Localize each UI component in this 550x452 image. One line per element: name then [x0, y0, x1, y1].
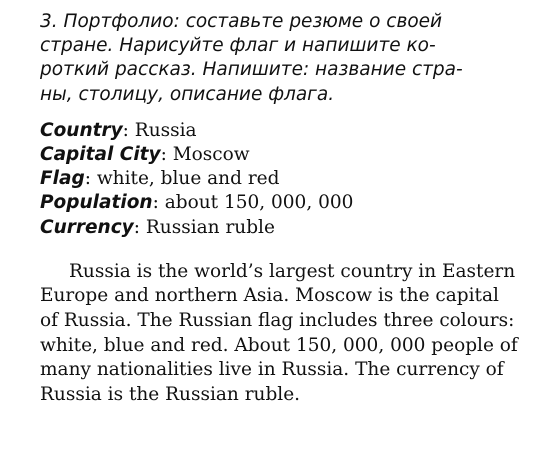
story-line: of Russia. The Russian flag includes three colours: [40, 310, 515, 332]
story-line: white, blue and red. About 150, 000, 000 people of [40, 334, 518, 356]
fact-value: Moscow [172, 144, 250, 166]
fact-label: Capital City [40, 144, 161, 166]
task-line: 3. Портфолио: составьте резюме о своей [40, 11, 443, 32]
story-line: Russia is the world’s largest country in Eastern [69, 260, 516, 282]
fact-value: Russian ruble [145, 216, 275, 238]
fact-label: Flag [40, 168, 85, 190]
story-line: Russia is the Russian ruble. [40, 383, 301, 405]
fact-value: white, blue and red [96, 168, 280, 190]
fact-capital-city: Capital City: Moscow [40, 144, 250, 166]
fact-currency: Currency: Russian ruble [40, 216, 275, 238]
story-line: Europe and northern Asia. Moscow is the capital [40, 285, 499, 307]
fact-value: Russia [134, 119, 197, 141]
country-story [40, 260, 536, 408]
task-instructions [40, 10, 536, 107]
country-facts [40, 119, 536, 240]
story-line: many nationalities live in Russia. The currency of [40, 359, 504, 381]
task-line: роткий рассказ. Напишите: название стра- [40, 59, 463, 81]
fact-label: Currency [40, 216, 134, 238]
fact-flag: Flag: white, blue and red [40, 168, 280, 190]
fact-label: Country [40, 119, 123, 141]
fact-country: Country: Russia [40, 119, 197, 141]
task-line: стране. Нарисуйте флаг и напишите ко- [40, 35, 436, 57]
fact-population: Population: about 150, 000, 000 [40, 192, 354, 214]
task-line: ны, столицу, описание флага. [40, 83, 335, 105]
fact-label: Population [40, 192, 153, 214]
fact-value: about 150, 000, 000 [164, 192, 354, 214]
